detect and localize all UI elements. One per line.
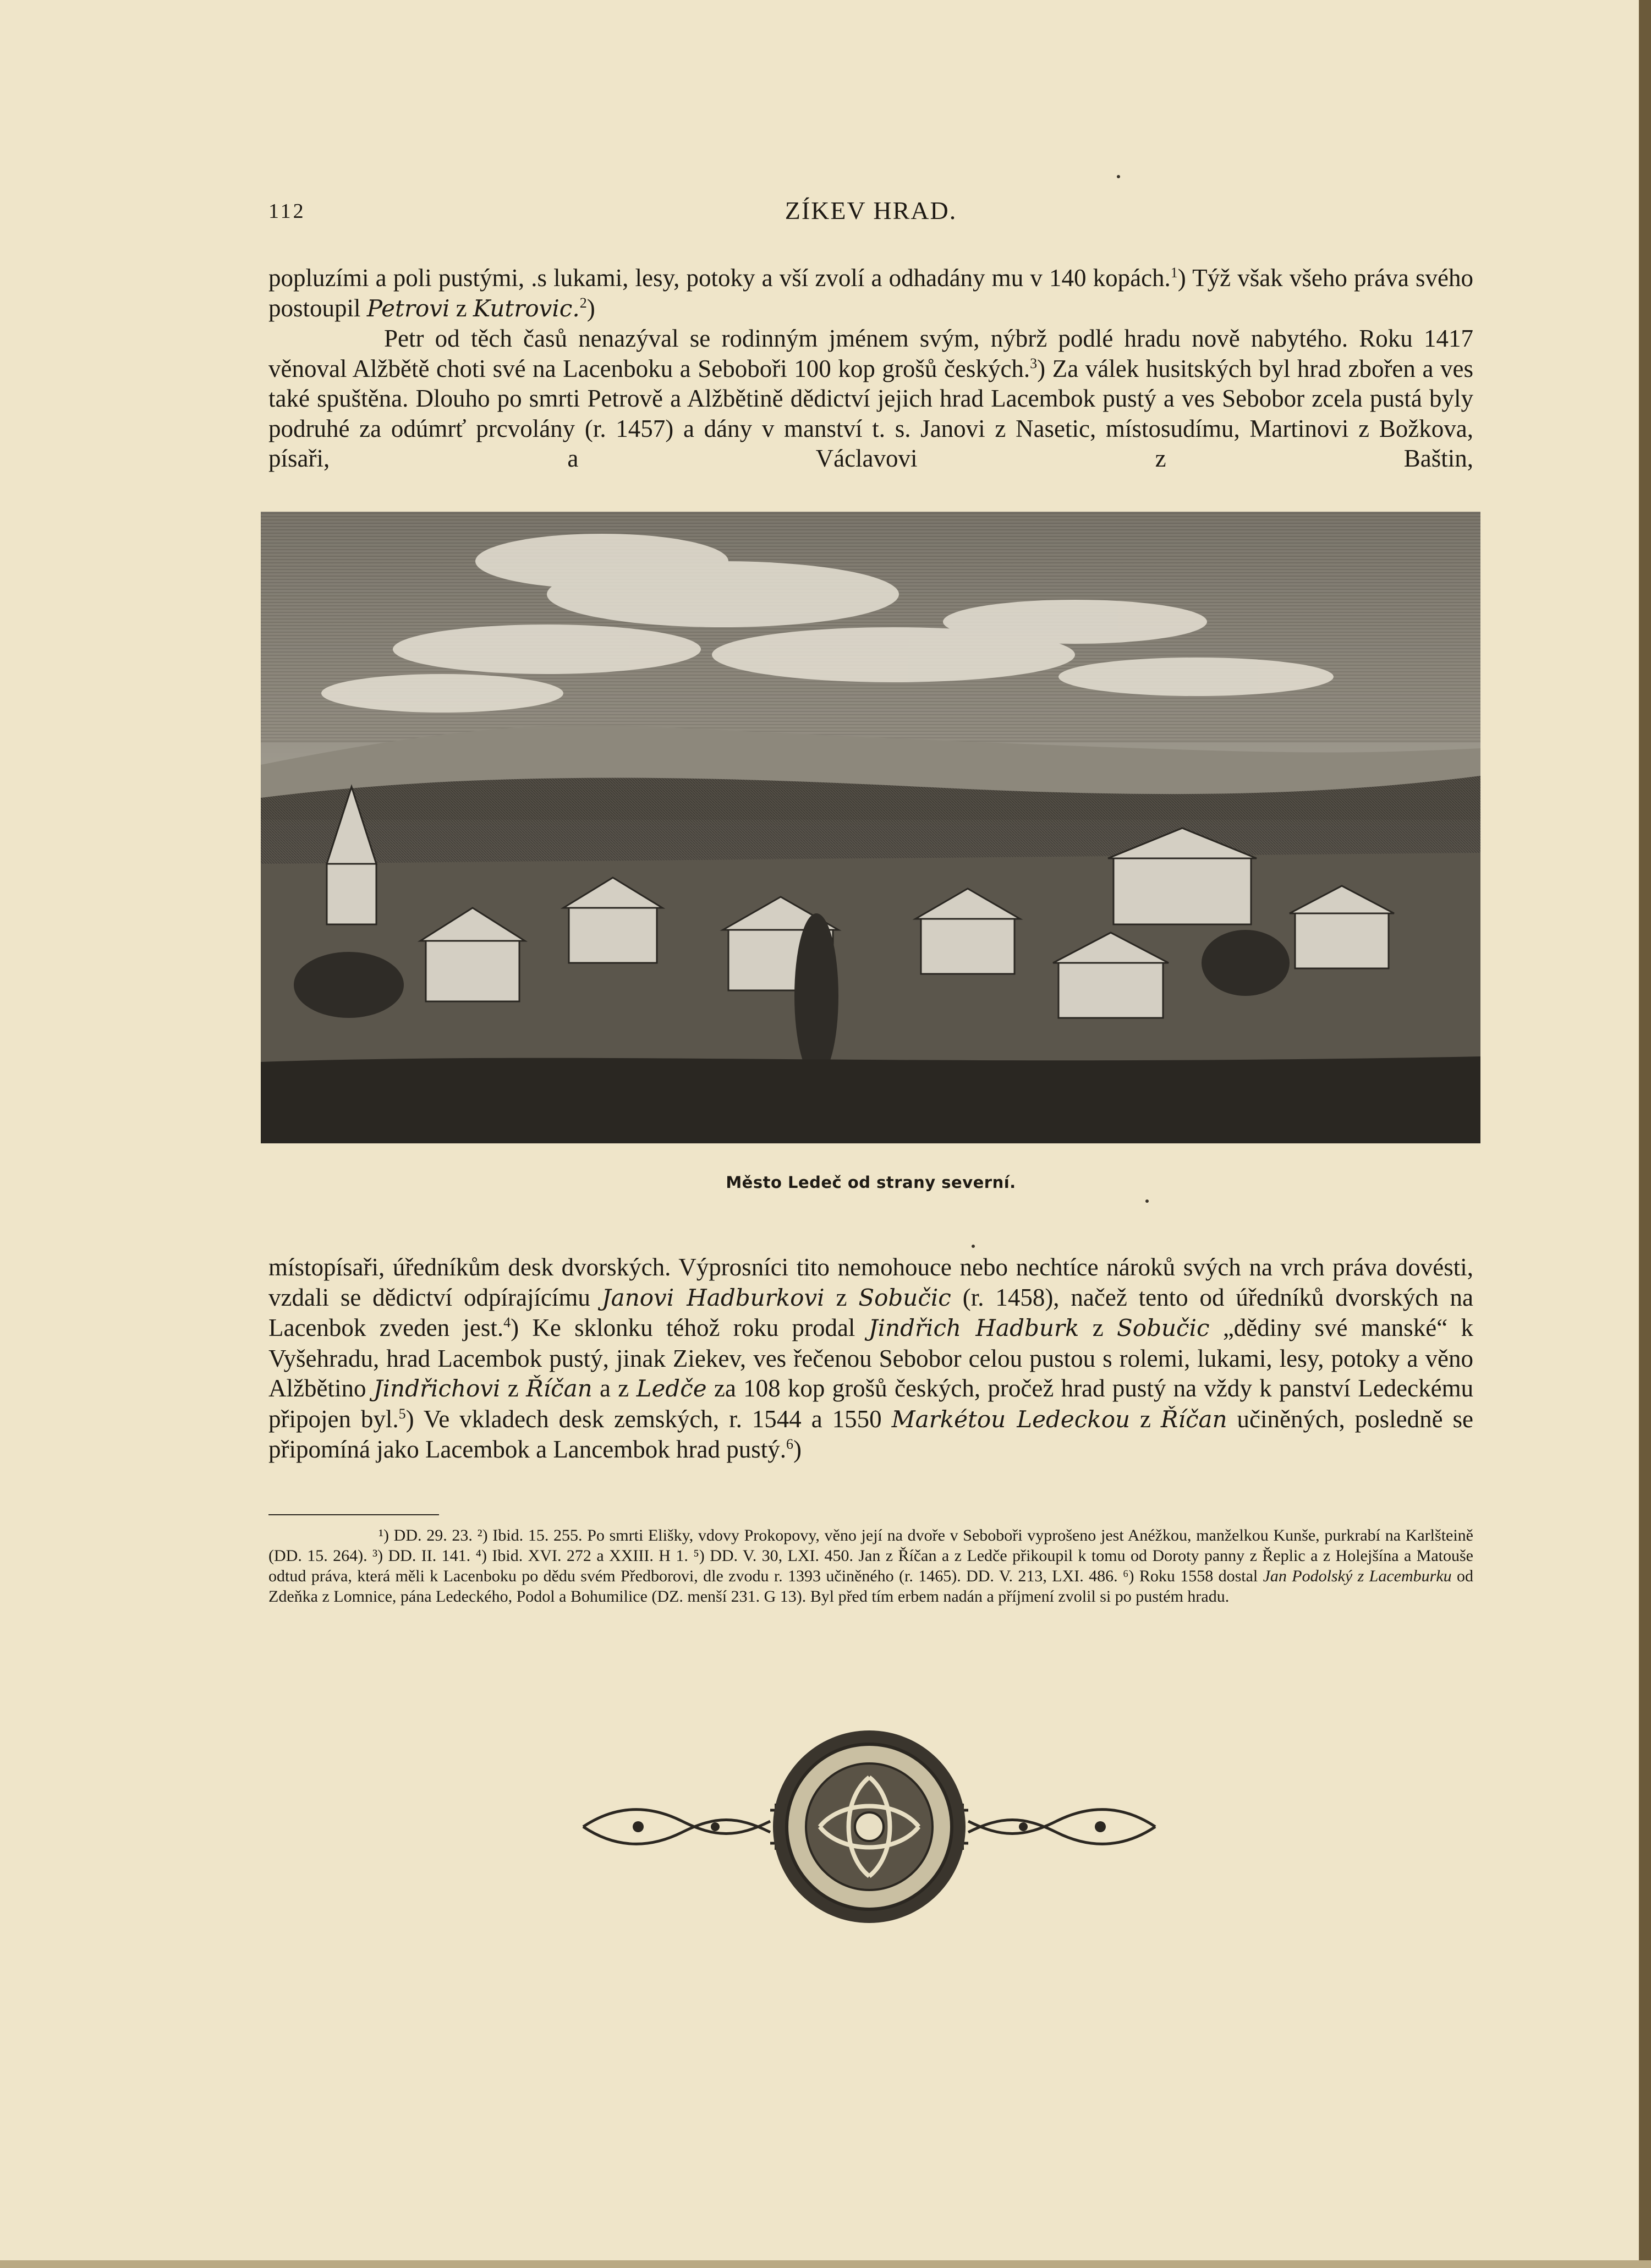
text-block-top (268, 263, 1473, 474)
text-run: a z (600, 1374, 629, 1402)
running-head (268, 196, 1473, 232)
figure-caption: Město Ledeč od strany severní. (726, 1173, 1016, 1192)
text-run: Petr od těch časů nenazýval se rodinným jménem svým, nýbrž podlé hradu nově nabytého. Roku 1417 věnoval Alžbětě choti své na Lacenboku a Seboboři 100 kop grošů českých. (268, 325, 1473, 382)
paragraph-1 (268, 263, 1473, 324)
decorative-ornament (572, 1722, 1166, 1931)
text-run: místopísaři, úředníkům desk dvorských. Výprosníci tito nemohouce nebo nechtíce nároků svých na vrch práva dovésti, vzdali se dědictví odpírajícímu (268, 1253, 1473, 1311)
italic-name: Markétou Ledeckou (891, 1405, 1131, 1433)
footnote-ref: 6 (786, 1436, 793, 1452)
text-run: (r. 1458), načež tento od úředníků dvorských na Lacenbok zveden jest. (268, 1283, 1474, 1341)
page-edge (1639, 0, 1651, 2268)
italic-name: Říčan (526, 1375, 593, 1402)
page-number: 112 (268, 200, 306, 223)
footnote-ref: 2 (579, 294, 587, 311)
footnote-text (268, 1525, 1473, 1607)
text-run: z (456, 294, 467, 322)
footnote-ref: 4 (503, 1314, 511, 1330)
text-run: z (1139, 1405, 1151, 1433)
text-run: ) Za válek husitských byl hrad zbořen a ves také spuštěna. Dlouho po smrti Petrově a Alžbětině dědictví jejich hrad Lacembok pustý a ves Sebobor zcela pustá byly podruhé za odúmrť prcvolány (r. 1457) a dány v manství t. s. Janovi z Nasetic, místosudímu, Martinovi z Božkova, písaři, a Václavovi z Baštin, (268, 354, 1473, 472)
italic-name: Jindřich Hadburk (868, 1314, 1079, 1341)
page-title: ZÍKEV HRAD. (785, 196, 957, 224)
italic-name: Sobučic (1117, 1314, 1210, 1341)
text-run: z (836, 1283, 847, 1311)
text-run: ¹) DD. 29. 23. ²) Ibid. 15. 255. Po smrti Elišky, vdovy Prokopovy, věno její na dvoře v Seboboři vyprošeno jest Anéžkou, manželkou Kunše, purkrabí na Karlšteině (DD. 15. 264). ³) DD. II. 141. ⁴) Ibid. XVI. 272 a XXIII. H 1. ⁵) DD. V. 30, LXI. 450. Jan z Říčan a z Ledče přikoupil k tomu od Doroty panny z Řeplic a z Holejšína a Matouše odtud práva, která měli k Lacenboku po dědu svém Předborovi, dle zvodu r. 1393 učiněného (r. 1465). DD. V. 213, LXI. 486. ⁶) Roku 1558 dostal (268, 1526, 1473, 1585)
text-run: všeho práva svého postoupil (268, 264, 1474, 322)
italic-name: Petrovi (366, 294, 450, 322)
text-run: ) (793, 1436, 802, 1463)
paragraph-2 (268, 324, 1473, 474)
italic-name: Říčan (1160, 1405, 1227, 1433)
italic-name: Janovi Hadburkovi (601, 1284, 825, 1311)
text-run: od Zdeňka z Lomnice, pána Ledeckého, Podol a Bohumilice (DZ. menší 231. G 13). Byl před tím erbem nadán a příjmení zvolil si po pustém hradu. (268, 1567, 1474, 1606)
footnote-ref: 1 (1170, 265, 1178, 281)
italic-name: Jindřichovi (373, 1375, 501, 1402)
italic-name: Sobučic (858, 1284, 951, 1311)
paper-speck (1117, 175, 1120, 178)
text-run: učiněných, posledně se připomíná jako Lacembok a Lancembok hrad pustý. (268, 1405, 1474, 1463)
paper-speck (972, 1245, 975, 1248)
text-run: „dědiny své manské“ k Vyšehradu, hrad Lacembok pustý, jinak Ziekev, ves řečenou Sebobor celou pustou s rolemi, lukami, lesy, potoky a věno Alžbětino (268, 1314, 1474, 1402)
footnote-ref: 5 (398, 1405, 406, 1422)
text-run: za 108 kop grošů českých, pročež hrad pustý na vždy k panství Ledeckému připojen byl. (268, 1374, 1474, 1433)
paper-speck (1145, 1199, 1149, 1203)
ornament-icon (572, 1722, 1166, 1931)
text-run: z (1092, 1314, 1104, 1341)
page-edge (0, 2260, 1651, 2268)
text-run: popluzími a poli pustými, .s lukami, lesy, potoky a vší zvolí a odhadány mu v 140 kopách. (268, 264, 1171, 292)
paragraph-3 (268, 1252, 1473, 1465)
footnotes (268, 1525, 1473, 1607)
text-run: z (507, 1374, 519, 1402)
italic-name: Kutrovic. (473, 294, 580, 322)
italic-name: Ledče (636, 1375, 707, 1402)
town-view-image (261, 512, 1480, 1143)
engraving-illustration (261, 512, 1480, 1143)
footnote-ref: 3 (1030, 355, 1038, 371)
italic-name: Jan Podolský z Lacemburku (1263, 1567, 1452, 1585)
text-run: ) Ke sklonku téhož roku prodal (511, 1314, 855, 1341)
text-run: ) Týž však (1177, 264, 1283, 292)
footnote-divider (268, 1514, 439, 1515)
text-block-bottom (268, 1252, 1473, 1465)
text-run: ) (586, 294, 595, 322)
text-run: ) Ve vkladech desk zemských, r. 1544 a 1550 (405, 1405, 882, 1433)
